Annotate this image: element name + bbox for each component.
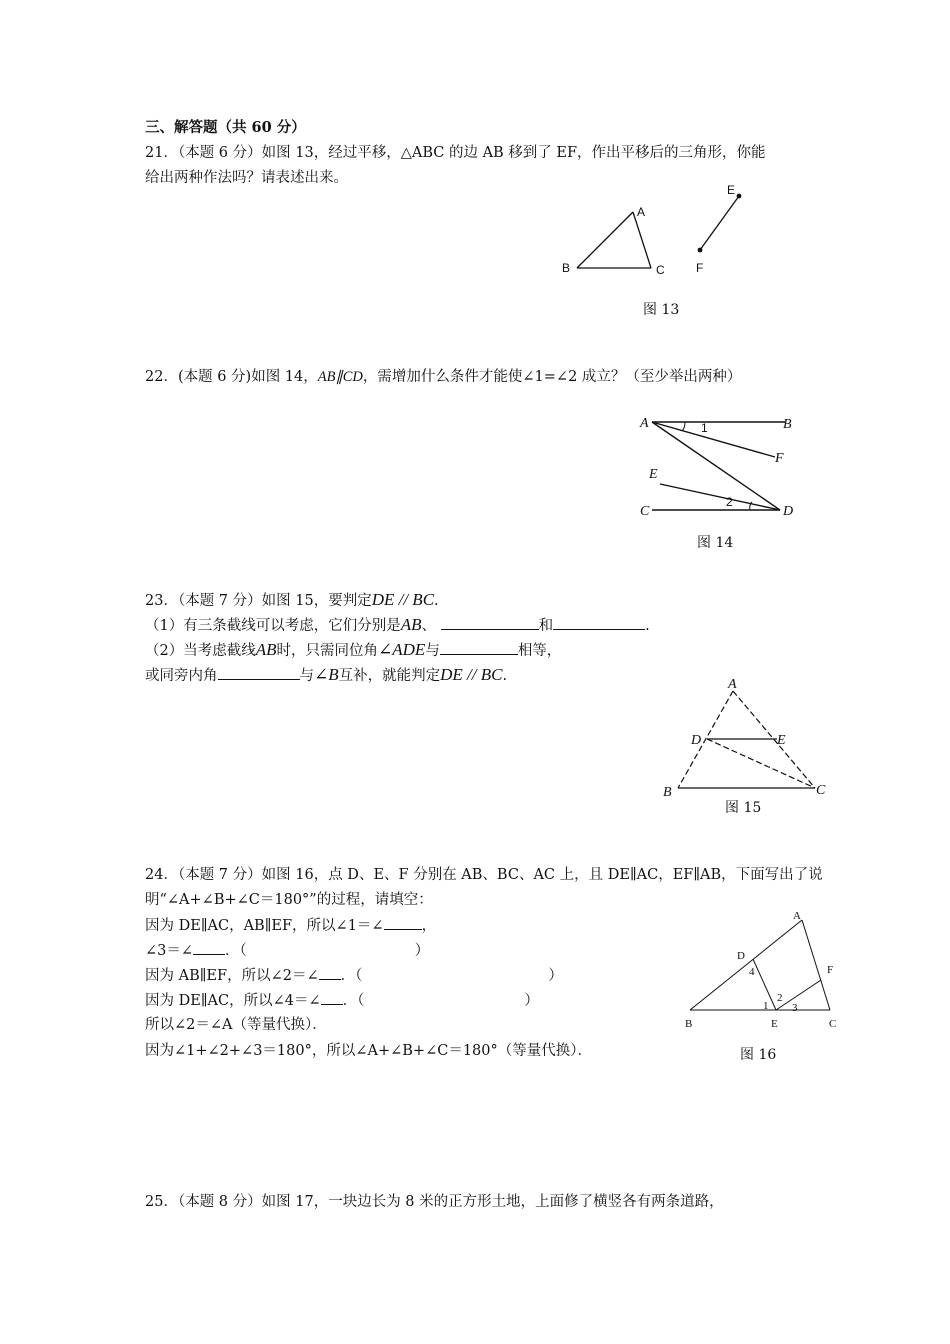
label-d: D <box>737 950 745 962</box>
label-b: B <box>562 261 571 275</box>
q24-line8: 因为∠1+∠2+∠3＝180°，所以∠A+∠B+∠C＝180°（等量代换）． <box>145 1043 592 1059</box>
q23-l1-math: DE // BC <box>371 590 435 609</box>
q24-blank-1[interactable] <box>384 915 422 930</box>
label-a: A <box>637 205 646 219</box>
q24-line7: 所以∠2＝∠A（等量代换）． <box>145 1017 327 1033</box>
q23-blank-2[interactable] <box>553 615 645 630</box>
q24-blank-4[interactable] <box>321 990 343 1005</box>
angle-1-label: 1 <box>763 1000 769 1012</box>
segment-ef <box>776 980 821 1010</box>
label-c: C <box>656 263 665 277</box>
caption-fig14: 图 14 <box>697 535 734 551</box>
q22-math: AB∥CD <box>317 369 363 385</box>
angle-1-label: 1 <box>701 421 708 435</box>
label-c: C <box>816 783 826 798</box>
q23-l3-end: 相等， <box>517 643 562 659</box>
label-e: E <box>649 467 658 482</box>
label-a: A <box>728 677 737 692</box>
q23-blank-1[interactable] <box>441 615 539 630</box>
label-f: F <box>775 451 784 466</box>
q23-l3-text: （2）当考虑截线 <box>145 643 256 659</box>
q22-post: ，需增加什么条件才能使∠1=∠2 成立？（至少举出两种） <box>362 369 742 385</box>
label-e: E <box>777 733 786 748</box>
figure-15 <box>660 675 835 800</box>
angle-2-label: 2 <box>777 992 783 1004</box>
label-e: E <box>727 183 736 197</box>
q23-l2-text: （1）有三条截线可以考虑，它们分别是 <box>145 618 401 634</box>
q21-line2: 给出两种作法吗？请表述出来。 <box>145 170 348 186</box>
q24-line3 <box>145 915 436 936</box>
q23-l2-math: AB <box>400 615 422 634</box>
q24-l3-text: 因为 DE∥AC，AB∥EF，所以∠1＝∠ <box>145 918 384 934</box>
q23-l4-end: . <box>502 668 508 684</box>
figure-14 <box>635 410 815 525</box>
label-b: B <box>685 1018 693 1030</box>
label-f: F <box>696 261 704 275</box>
label-e: E <box>771 1018 778 1030</box>
label-f: F <box>827 964 834 976</box>
q24-l6-text: 因为 DE∥AC，所以∠4＝∠ <box>145 993 321 1009</box>
figure-13 <box>555 180 755 290</box>
q23-l2-end: . <box>645 618 650 634</box>
q23-blank-4[interactable] <box>218 665 300 680</box>
q24-l5-end: ） <box>548 968 563 984</box>
q24-l4-mid: ．（ <box>225 943 247 959</box>
q24-l4-text: ∠3＝∠ <box>145 943 194 959</box>
point-e <box>737 194 742 199</box>
caption-fig15: 图 15 <box>725 800 762 816</box>
q23-l3-with: 与 <box>425 643 440 659</box>
q24-l5-text: 因为 AB∥EF，所以∠2＝∠ <box>145 968 319 984</box>
segment-ab <box>690 920 802 1010</box>
point-f <box>698 248 703 253</box>
q24-l3-end: ， <box>421 918 437 934</box>
angle-3-label: 3 <box>792 1002 798 1014</box>
label-c: C <box>640 504 650 519</box>
q23-l4-angle: ∠B <box>314 665 339 684</box>
q24-l5-mid: ．（ <box>340 968 363 984</box>
q24-blank-2[interactable] <box>193 940 225 955</box>
q23-l3-math: AB <box>255 640 277 659</box>
q22-pre: 22．(本题 6 分)如图 14， <box>145 369 318 385</box>
label-d: D <box>783 504 794 519</box>
q24-line5 <box>145 965 563 986</box>
label-d: D <box>691 733 702 748</box>
q23-l3-angle: ∠ADE <box>378 640 426 659</box>
q21-line1: 21．（本题 6 分）如图 13，经过平移，△ABC 的边 AB 移到了 EF，作出平移后的三角形，你能 <box>145 145 766 161</box>
q23-l2-and: 和 <box>538 618 554 634</box>
caption-fig16: 图 16 <box>740 1047 777 1063</box>
q23-l4-text: 或同旁内角 <box>145 668 218 684</box>
q24-l6-end: ） <box>524 993 539 1009</box>
q23-line2 <box>145 615 650 636</box>
q23-l1-end: . <box>434 593 439 609</box>
section-title: 三、解答题（共 60 分） <box>145 119 306 136</box>
q23-l1-text: 23．（本题 7 分）如图 15，要判定 <box>145 593 372 609</box>
segment-ac <box>802 920 830 1010</box>
q23-line4 <box>145 665 507 686</box>
q24-line6 <box>145 990 539 1011</box>
q23-line1 <box>145 590 439 611</box>
label-a: A <box>640 416 649 431</box>
segment-ab <box>577 212 633 268</box>
label-b: B <box>783 417 792 432</box>
q22-line <box>145 367 741 387</box>
figure-16 <box>680 905 845 1035</box>
q25-line1: 25．（本题 8 分）如图 17，一块边长为 8 米的正方形土地，上面修了横竖各有两条道路， <box>145 1194 724 1210</box>
q23-l4-math: DE // BC <box>440 665 503 684</box>
caption-fig13: 图 13 <box>643 302 680 318</box>
label-b: B <box>663 785 672 800</box>
q24-blank-3[interactable] <box>319 965 341 980</box>
q23-blank-3[interactable] <box>440 640 518 655</box>
q24-l4-end: ） <box>414 943 430 959</box>
q24-line1: 24．（本题 7 分）如图 16，点 D、E、F 分别在 AB、BC、AC 上，且 DE∥AC，EF∥AB，下面写出了说 <box>145 867 823 883</box>
q23-line3 <box>145 640 561 661</box>
q24-line2: 明“∠A+∠B+∠C＝180°”的过程，请填空： <box>145 892 433 908</box>
segment-ac <box>633 212 651 268</box>
angle-1-arc <box>682 422 685 431</box>
angle-4-label: 4 <box>749 966 755 978</box>
q23-l2-sep: 、 <box>421 618 437 634</box>
q24-l6-mid: ．（ <box>342 993 365 1009</box>
q23-l4-with: 与 <box>299 668 314 684</box>
label-a: A <box>793 910 801 922</box>
q24-line4 <box>145 940 429 961</box>
angle-2-label: 2 <box>726 495 733 509</box>
segment-ef <box>700 196 739 250</box>
segment-dc <box>707 739 815 788</box>
q23-l4-mid: 互补，就能判定 <box>338 668 441 684</box>
ray-af <box>652 422 775 457</box>
label-c: C <box>829 1018 837 1030</box>
q23-l3-mid: 时，只需同位角 <box>276 643 379 659</box>
